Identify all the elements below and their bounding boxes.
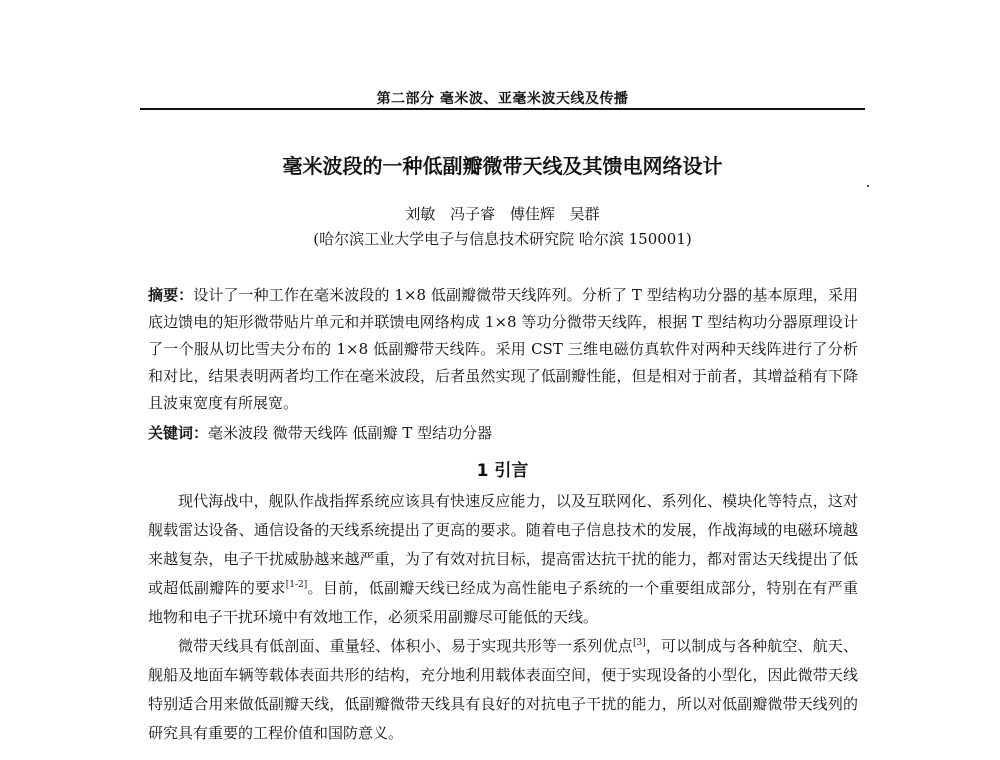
keywords	[148, 420, 858, 447]
paragraph-1-text-a: 现代海战中，舰队作战指挥系统应该具有快速反应能力，以及互联网化、系列化、模块化等特点，这对舰载雷达设备、通信设备的天线系统提出了更高的要求。随着电子信息技术的发展，作战海域的电磁环境越来越复杂，电子干扰威胁越来越严重，为了有效对抗目标，提高雷达抗干扰的能力，都对雷达天线提出了低或超低副瓣阵的要求	[148, 492, 858, 597]
running-header: 第二部分 毫米波、亚毫米波天线及传播	[376, 91, 629, 107]
body-paragraph-2	[148, 632, 858, 748]
author-list: 刘敏 冯子睿 傅佳辉 吴群	[405, 205, 600, 223]
section-body	[148, 487, 858, 748]
affiliation: (哈尔滨工业大学电子与信息技术研究院 哈尔滨 150001)	[313, 230, 692, 248]
abstract-label: 摘要：	[148, 286, 194, 304]
paragraph-2-text-a: 微带天线具有低剖面、重量轻、体积小、易于实现共形等一系列优点	[178, 637, 633, 655]
body-paragraph-1	[148, 487, 858, 632]
abstract-text: 设计了一种工作在毫米波段的 1×8 低副瓣微带天线阵列。分析了 T 型结构功分器的基本原理，采用底边馈电的矩形微带贴片单元和并联馈电网络构成 1×8 等功分微带天线阵，根据 T 型结构功分器原理设计了一个服从切比雪夫分布的 1×8 低副瓣带天线阵。采用 CST 三维电磁仿真软件对两种天线阵进行了分析和对比，结果表明两者均工作在毫米波段，后者虽然实现了低副瓣性能，但是相对于前者，其增益稍有下降且波束宽度有所展宽。	[148, 286, 858, 412]
citation-1-2: [1-2]	[285, 580, 308, 590]
citation-3: [3]	[632, 638, 646, 648]
section-heading: 1 引言	[476, 461, 529, 481]
keywords-label: 关键词：	[148, 424, 209, 442]
keywords-text: 毫米波段 微带天线阵 低副瓣 T 型结功分器	[208, 424, 493, 442]
abstract	[148, 282, 858, 417]
header-rule	[140, 108, 865, 110]
paper-title: 毫米波段的一种低副瓣微带天线及其馈电网络设计	[282, 154, 723, 178]
scan-speck	[867, 185, 869, 187]
paragraph-1-text-b: 。目前，低副瓣天线已经成为高性能电子系统的一个重要组成部分，特别在有严重地物和电子干扰环境中有效地工作，必须采用副瓣尽可能低的天线。	[148, 579, 858, 626]
paragraph-2-text-b: ，可以制成与各种航空、航天、舰船及地面车辆等载体表面共形的结构，充分地利用载体表面空间，便于实现设备的小型化，因此微带天线特别适合用来做低副瓣天线，低副瓣微带天线具有良好的对抗电子干扰的能力，所以对低副瓣微带天线列的研究具有重要的工程价值和国防意义。	[148, 637, 858, 742]
